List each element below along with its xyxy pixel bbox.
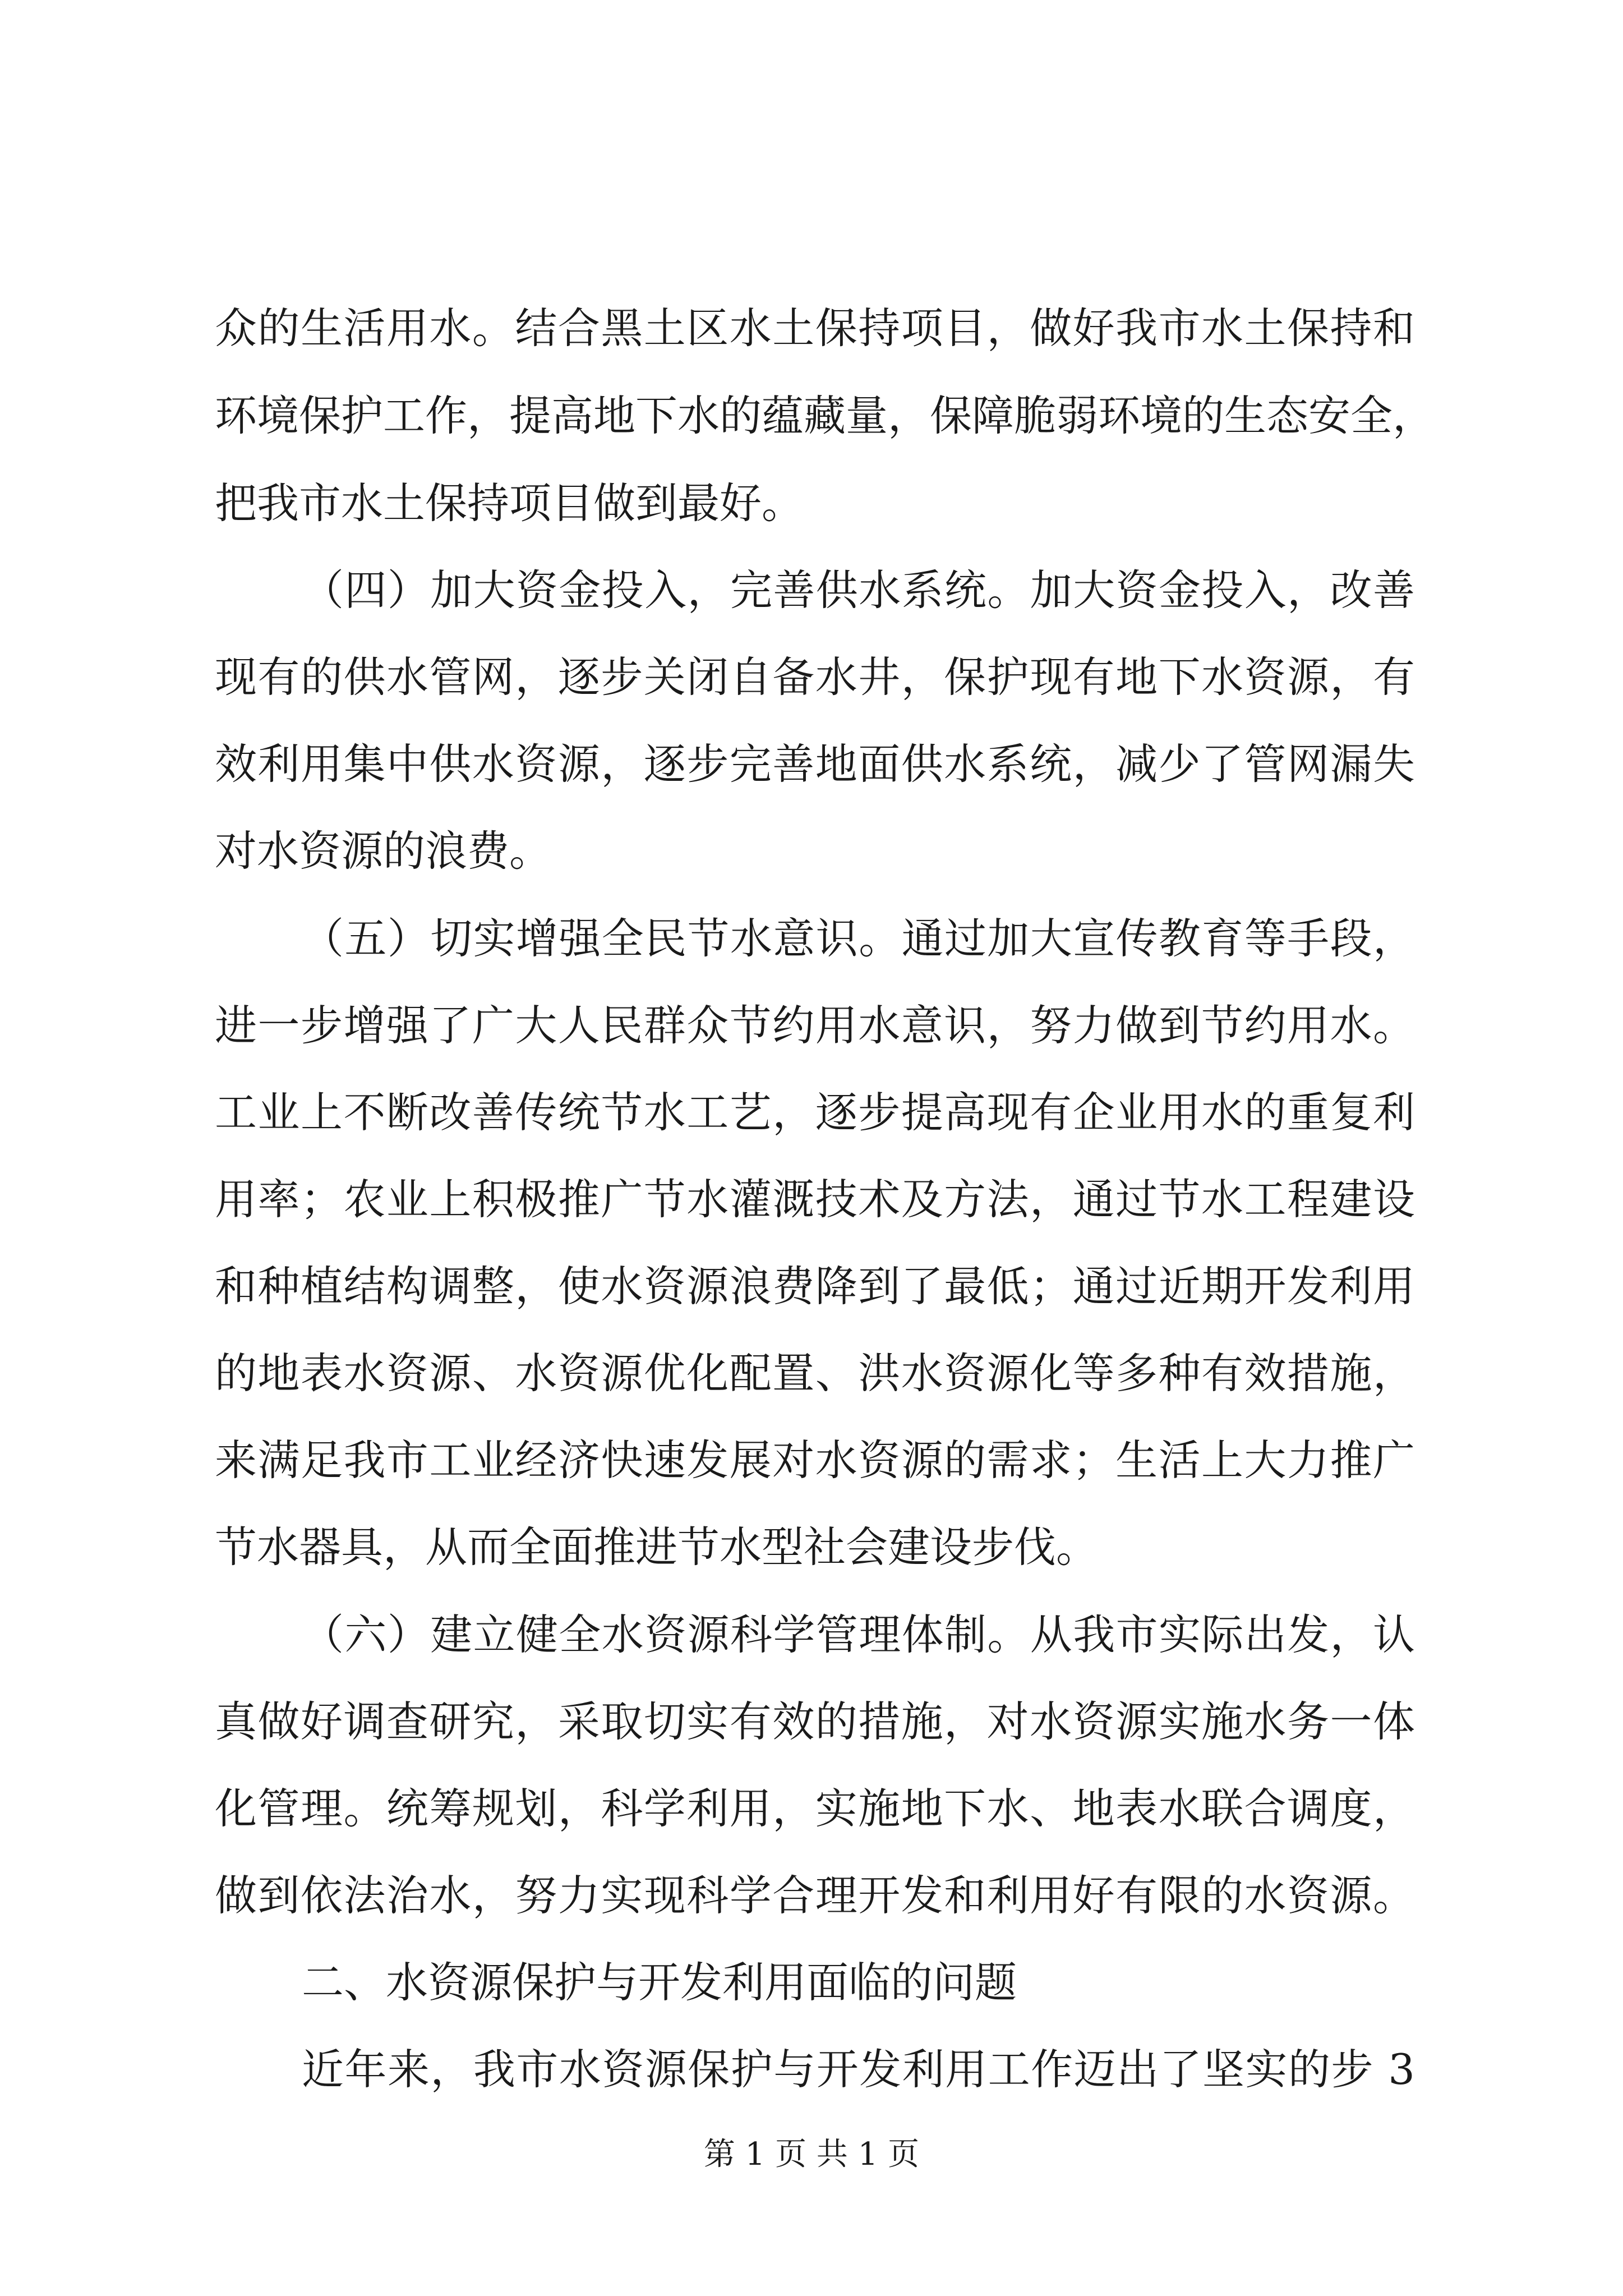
text-line: 的地表水资源、水资源优化配置、洪水资源化等多种有效措施， [215, 1349, 1415, 1398]
paragraph-heading-line: （六）建立健全水资源科学管理体制。从我市实际出发，认 [302, 1610, 1415, 1659]
text-line: 来满足我市工业经济快速发展对水资源的需求；生活上大力推广 [215, 1435, 1415, 1485]
paragraph-heading-line: （五）切实增强全民节水意识。通过加大宣传教育等手段， [302, 914, 1415, 963]
text-line: 进一步增强了广大人民群众节约用水意识，努力做到节约用水。 [215, 1001, 1415, 1050]
paragraph-heading-line: （四）加大资金投入，完善供水系统。加大资金投入，改善 [302, 565, 1415, 615]
text-line: 近年来，我市水资源保护与开发利用工作迈出了坚实的步 3 [302, 2045, 1415, 2094]
text-line: 做到依法治水，努力实现科学合理开发和利用好有限的水资源。 [215, 1871, 1415, 1920]
text-line: 工业上不断改善传统节水工艺，逐步提高现有企业用水的重复利 [215, 1088, 1415, 1137]
text-line: 和种植结构调整，使水资源浪费降到了最低；通过近期开发利用 [215, 1262, 1415, 1311]
text-line: 真做好调查研究，采取切实有效的措施，对水资源实施水务一体 [215, 1697, 1415, 1746]
text-line: 效利用集中供水资源，逐步完善地面供水系统，减少了管网漏失 [215, 739, 1415, 789]
text-line: 现有的供水管网，逐步关闭自备水井，保护现有地下水资源，有 [215, 652, 1415, 702]
text-line: 化管理。统筹规划，科学利用，实施地下水、地表水联合调度， [215, 1784, 1415, 1833]
text-line: 用率；农业上积极推广节水灌溉技术及方法，通过节水工程建设 [215, 1175, 1415, 1224]
text-line: 节水器具，从而全面推进节水型社会建设步伐。 [215, 1522, 1099, 1572]
section-heading: 二、水资源保护与开发利用面临的问题 [302, 1958, 1017, 2007]
page-footer: 第 1 页 共 1 页 [703, 2136, 920, 2173]
text-line: 对水资源的浪费。 [215, 826, 552, 876]
text-line: 环境保护工作，提高地下水的蕴藏量，保障脆弱环境的生态安全， [215, 391, 1435, 440]
text-line: 众的生活用水。结合黑土区水土保持项目，做好我市水土保持和 [215, 303, 1415, 353]
text-line: 把我市水土保持项目做到最好。 [215, 478, 804, 528]
